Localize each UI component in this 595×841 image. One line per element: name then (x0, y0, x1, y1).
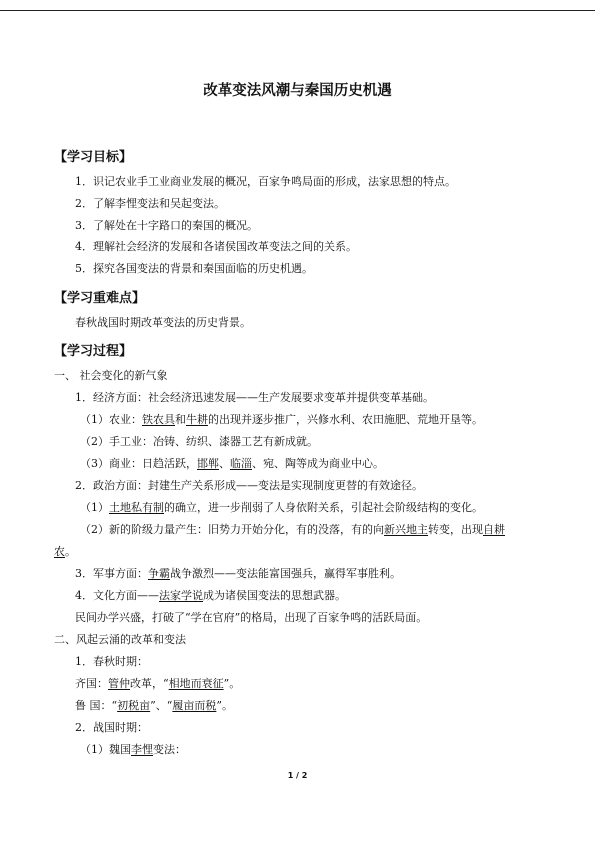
header-rule (0, 10, 595, 11)
classes-line: （2）新的阶级力量产生：旧势力开始分化，有的没落，有的向新兴地主转变，出现自耕 (80, 523, 505, 536)
classes-line-cont: 农。 (54, 545, 76, 558)
handicraft-line: （2）手工业：冶铸、纺织、漆器工艺有新成就。 (80, 435, 318, 448)
wei-line: （1）魏国李悝变法： (80, 743, 186, 756)
lu-line: 鲁 国：“初税亩”、“履亩而税”。 (75, 699, 233, 712)
goal-2: 2．了解李悝变法和吴起变法。 (75, 197, 225, 210)
goal-5: 5．探究各国变法的背景和秦国面临的历史机遇。 (75, 262, 313, 275)
section-2-title: 二、风起云涌的改革和变法 (54, 633, 186, 646)
section-1-title: 一、 社会变化的新气象 (54, 369, 168, 382)
goal-1: 1．识记农业手工业商业发展的概况，百家争鸣局面的形成，法家思想的特点。 (75, 175, 456, 188)
politics-line: 2．政治方面：封建生产关系形成——变法是实现制度更替的有效途径。 (75, 479, 423, 492)
page-title: 改革变法风潮与秦国历史机遇 (203, 83, 392, 99)
heading-process: 【学习过程】 (54, 344, 133, 359)
economy-line: 1．经济方面：社会经济迅速发展——生产发展要求变革并提供变革基础。 (75, 391, 434, 404)
spring-autumn-line: 1．春秋时期： (75, 655, 148, 668)
private-school-line: 民间办学兴盛，打破了“学在官府”的格局，出现了百家争鸣的活跃局面。 (75, 611, 428, 624)
heading-key-points: 【学习重难点】 (54, 291, 146, 306)
goal-3: 3．了解处在十字路口的秦国的概况。 (75, 219, 258, 232)
land-line: （1）土地私有制的确立，进一步削弱了人身依附关系，引起社会阶级结构的变化。 (80, 501, 483, 514)
agriculture-line: （1）农业：铁农具和牛耕的出现并逐步推广，兴修水利、农田施肥、荒地开垦等。 (80, 413, 483, 426)
qi-line: 齐国：管仲改革，“相地而衰征”。 (75, 677, 241, 690)
commerce-line: （3）商业：日趋活跃，邯郸、临淄、宛、陶等成为商业中心。 (80, 457, 384, 470)
culture-line: 4．文化方面——法家学说成为诸侯国变法的思想武器。 (75, 589, 346, 602)
heading-goals: 【学习目标】 (54, 150, 133, 165)
warring-states-line: 2．战国时期： (75, 721, 148, 734)
military-line: 3．军事方面：争霸战争激烈——变法能富国强兵，赢得军事胜利。 (75, 567, 401, 580)
page-number: 1 / 2 (287, 771, 308, 780)
goal-4: 4．理解社会经济的发展和各诸侯国改革变法之间的关系。 (75, 240, 357, 253)
key-point: 春秋战国时期改革变法的历史背景。 (75, 316, 251, 329)
